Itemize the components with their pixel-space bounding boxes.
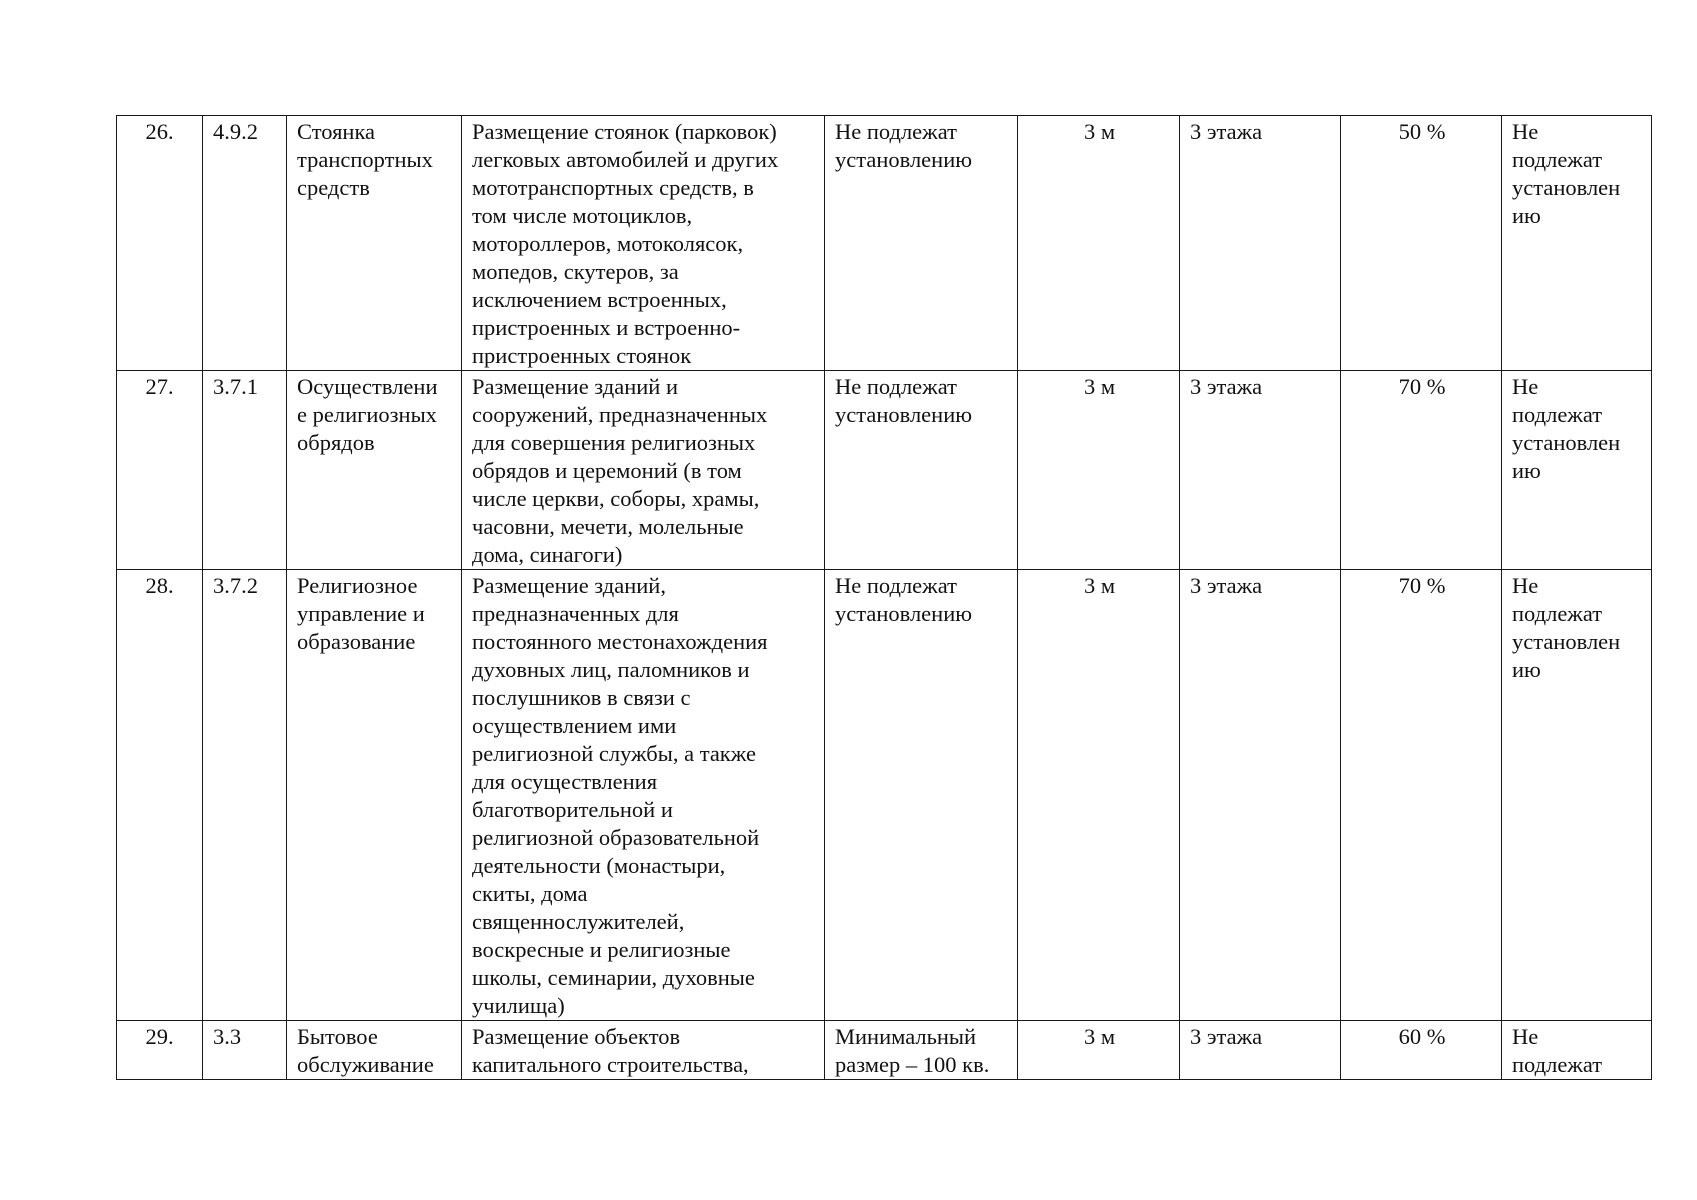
table-row <box>117 570 1652 1021</box>
table-row <box>117 116 1652 371</box>
other-parameters-cell: Не подлежат установлен ию <box>1502 116 1652 371</box>
max-floors-cell: 3 этажа <box>1180 1021 1341 1080</box>
plot-size-cell: Не подлежат установлению <box>825 116 1018 371</box>
row-number-cell: 29. <box>117 1021 203 1080</box>
land-use-regulations-table <box>116 115 1652 1080</box>
use-description-cell: Размещение зданий, предназначенных для постоянного местонахождения духовных лиц, паломников и послушников в связи с осуществлением ими религиозной службы, а также для осуществления благотворительной и религиозной образовательной деятельности (монастыри, скиты, дома священнослужителей, воскресные и религиозные школы, семинарии, духовные училища) <box>462 570 825 1021</box>
classification-code-cell: 3.7.1 <box>203 371 287 570</box>
classification-code-cell: 3.3 <box>203 1021 287 1080</box>
coverage-percent-cell: 70 % <box>1341 570 1502 1021</box>
other-parameters-cell: Не подлежат установлен ию <box>1502 570 1652 1021</box>
max-floors-cell: 3 этажа <box>1180 371 1341 570</box>
use-type-name-cell: Стоянка транспортных средств <box>287 116 462 371</box>
use-type-name-cell: Осуществлени е религиозных обрядов <box>287 371 462 570</box>
table-row <box>117 1021 1652 1080</box>
use-type-name-cell: Религиозное управление и образование <box>287 570 462 1021</box>
use-type-name-cell: Бытовое обслуживание <box>287 1021 462 1080</box>
coverage-percent-cell: 60 % <box>1341 1021 1502 1080</box>
use-description-cell: Размещение зданий и сооружений, предназначенных для совершения религиозных обрядов и церемоний (в том числе церкви, соборы, храмы, часовни, мечети, молельные дома, синагоги) <box>462 371 825 570</box>
coverage-percent-cell: 70 % <box>1341 371 1502 570</box>
min-indent-cell: 3 м <box>1018 371 1180 570</box>
plot-size-cell: Не подлежат установлению <box>825 371 1018 570</box>
other-parameters-cell: Не подлежат установлен ию <box>1502 371 1652 570</box>
row-number-cell: 26. <box>117 116 203 371</box>
plot-size-cell: Не подлежат установлению <box>825 570 1018 1021</box>
max-floors-cell: 3 этажа <box>1180 570 1341 1021</box>
min-indent-cell: 3 м <box>1018 1021 1180 1080</box>
min-indent-cell: 3 м <box>1018 570 1180 1021</box>
coverage-percent-cell: 50 % <box>1341 116 1502 371</box>
row-number-cell: 28. <box>117 570 203 1021</box>
classification-code-cell: 3.7.2 <box>203 570 287 1021</box>
use-description-cell: Размещение объектов капитального строительства, <box>462 1021 825 1080</box>
table-row <box>117 371 1652 570</box>
other-parameters-cell: Не подлежат <box>1502 1021 1652 1080</box>
plot-size-cell: Минимальный размер – 100 кв. <box>825 1021 1018 1080</box>
classification-code-cell: 4.9.2 <box>203 116 287 371</box>
max-floors-cell: 3 этажа <box>1180 116 1341 371</box>
row-number-cell: 27. <box>117 371 203 570</box>
min-indent-cell: 3 м <box>1018 116 1180 371</box>
use-description-cell: Размещение стоянок (парковок) легковых автомобилей и других мототранспортных средств, в том числе мотоциклов, мотороллеров, мотоколясок, мопедов, скутеров, за исключением встроенных, пристроенных и встроенно- пристроенных стоянок <box>462 116 825 371</box>
